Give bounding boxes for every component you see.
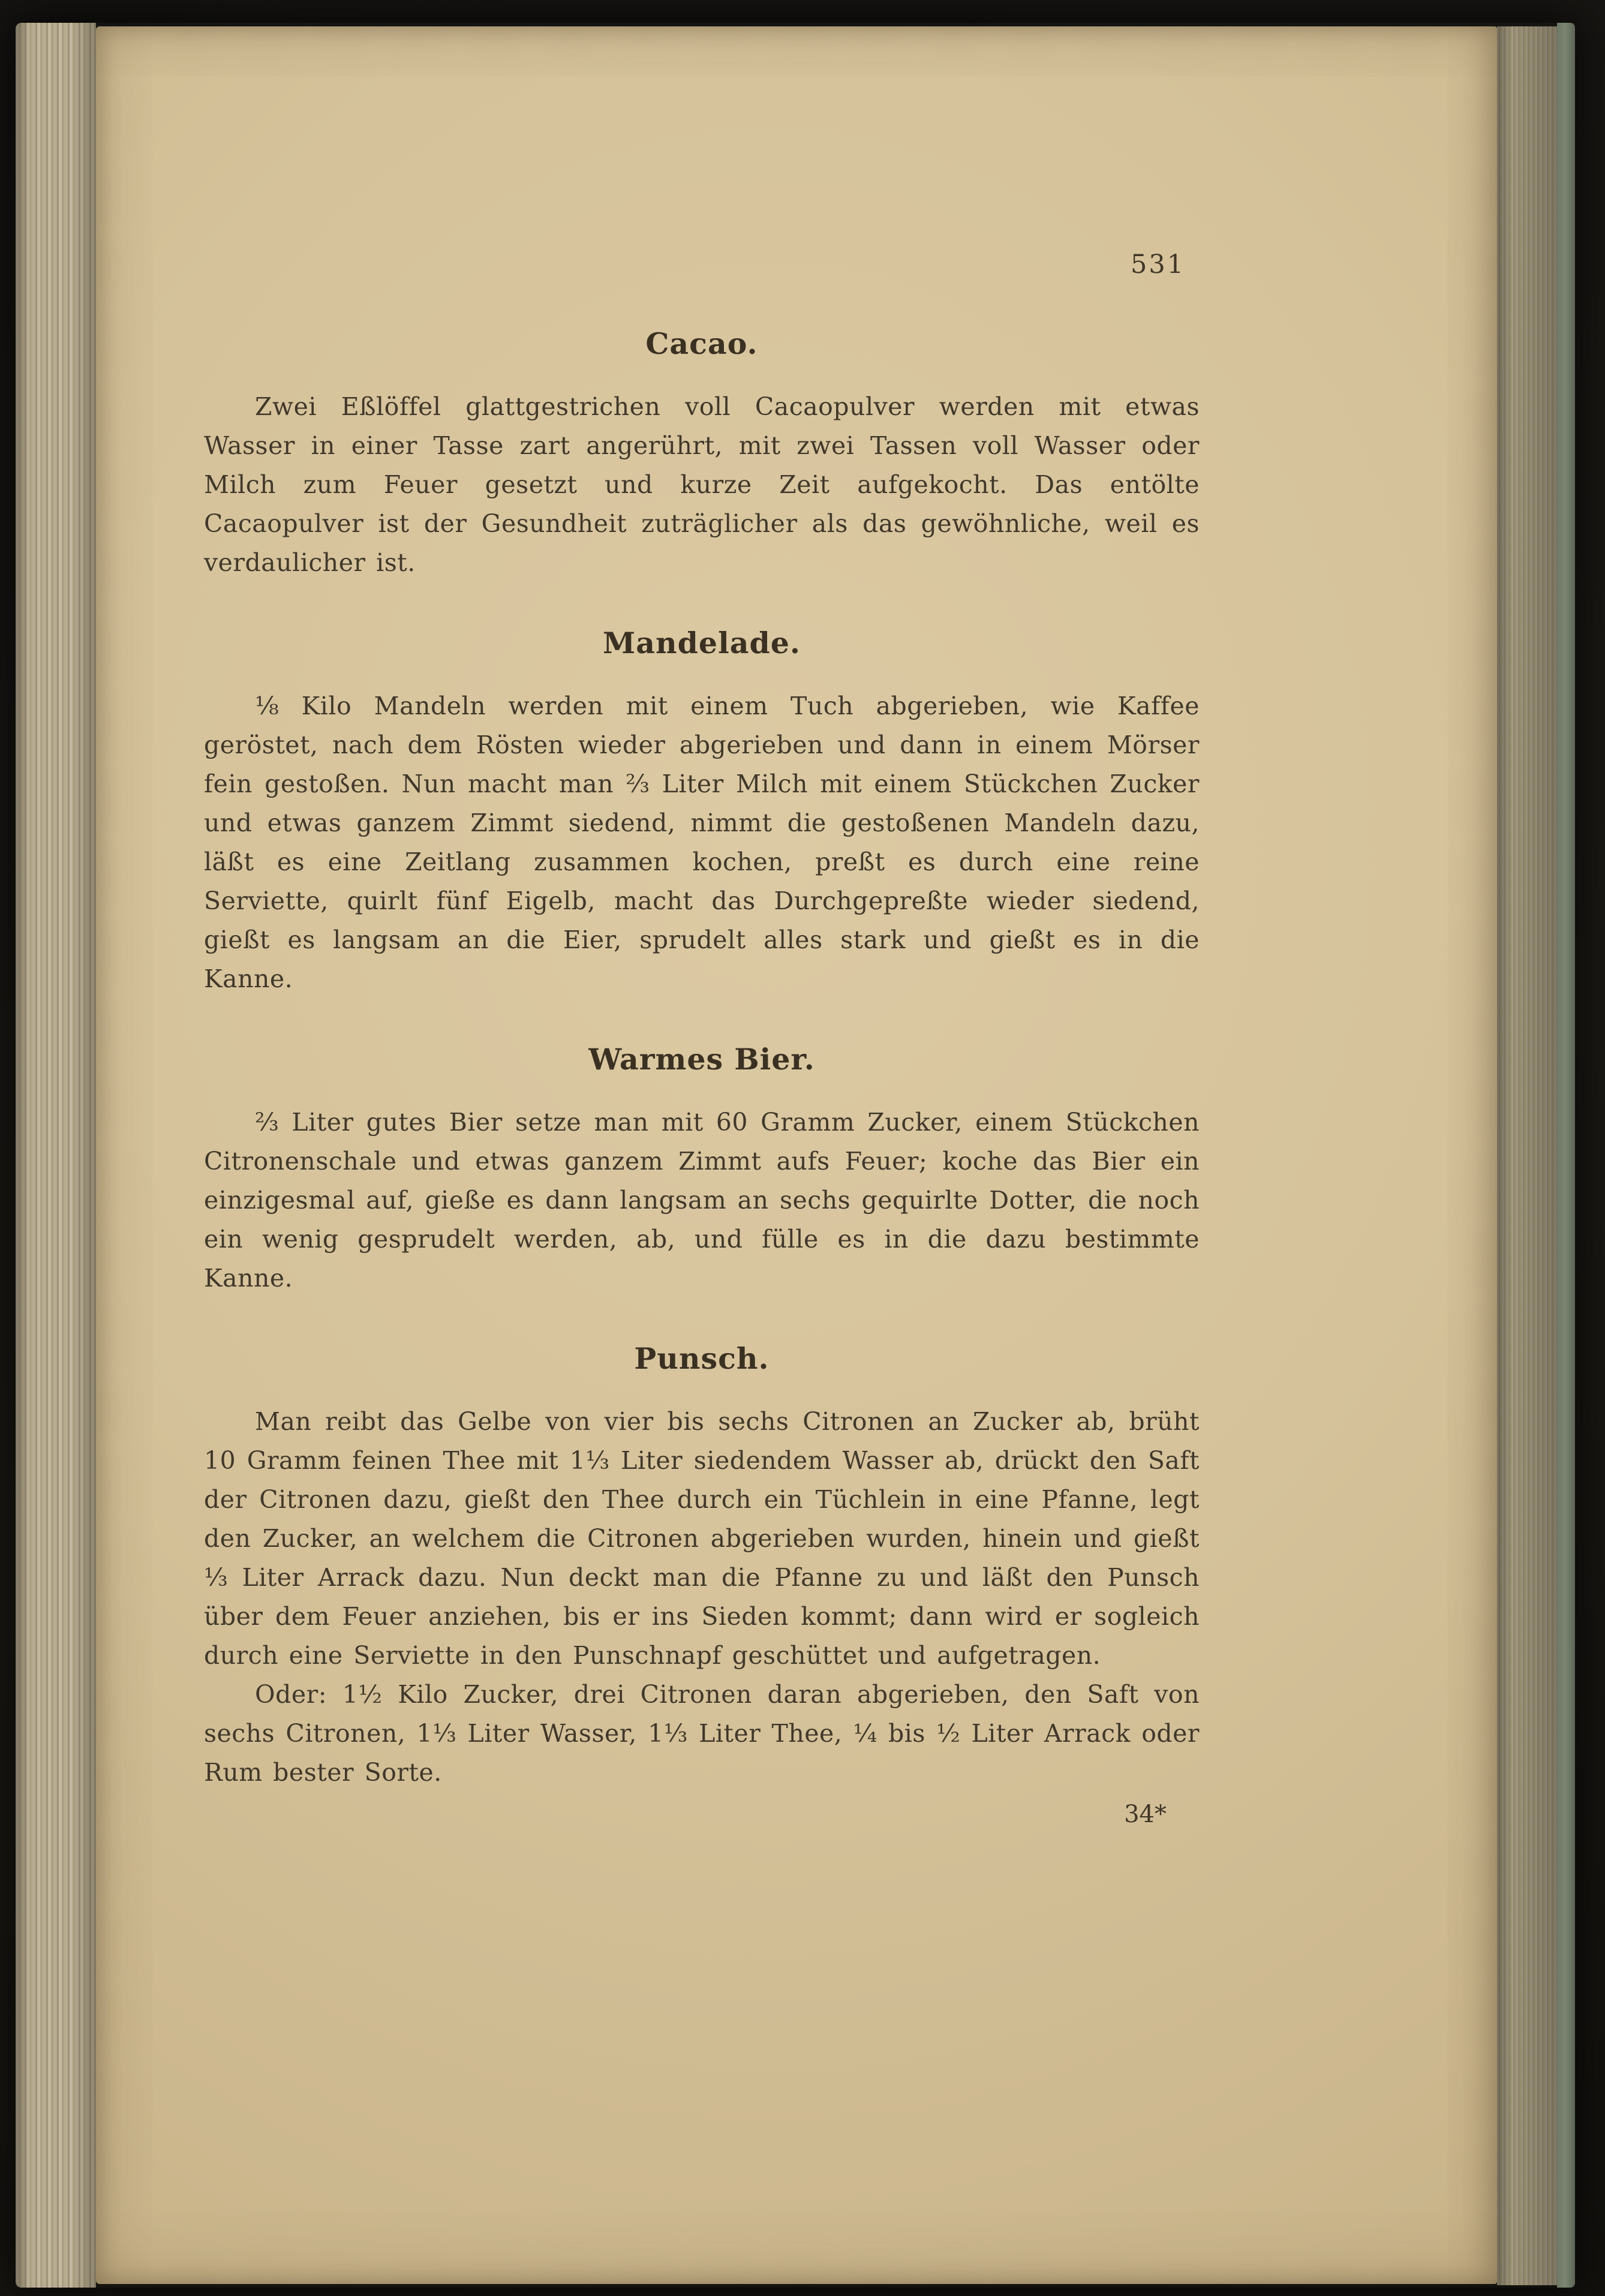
page-edges-left (16, 23, 96, 2288)
recipe-paragraph: Oder: 1½ Kilo Zucker, drei Citronen daran abgerieben, den Saft von sechs Citronen, 1⅓ Liter Wasser, 1⅓ Liter Thee, ¼ bis ½ Liter Arrack oder Rum bester Sorte. (204, 1680, 1200, 1787)
book-page (96, 26, 1497, 2284)
recipe-title-mandelade: Mandelade. (603, 626, 801, 660)
recipe-title-punsch: Punsch. (634, 1341, 770, 1376)
page-edges-right (1497, 26, 1557, 2285)
recipe-title-warmes-bier: Warmes Bier. (588, 1042, 815, 1077)
book-cover-edge (1557, 23, 1575, 2288)
recipe-title-cacao: Cacao. (645, 326, 758, 361)
signature-mark: 34* (1124, 1801, 1167, 1828)
page-content (204, 26, 1200, 1828)
recipe-paragraph: Man reibt das Gelbe von vier bis sechs Citronen an Zucker ab, brüht 10 Gramm feinen Thee mit 1⅓ Liter siedendem Wasser ab, drückt den Saft der Citronen dazu, gießt den Thee durch ein Tüchlein in eine Pfanne, legt den Zucker, an welchem die Citronen abgerieben wurden, hinein und gießt ⅓ Liter Arrack dazu. Nun deckt man die Pfanne zu und läßt den Punsch über dem Feuer anziehen, bis er ins Sieden kommt; dann wird er sogleich durch eine Serviette in den Punschnapf geschüttet und aufgetragen. (204, 1407, 1200, 1670)
recipe-section-cacao (204, 326, 1200, 582)
recipe-section-mandelade (204, 626, 1200, 999)
book (16, 23, 1575, 2288)
recipe-paragraph: ⅔ Liter gutes Bier setze man mit 60 Gramm Zucker, einem Stückchen Citronenschale und etwas ganzem Zimmt aufs Feuer; koche das Bier ein einzigesmal auf, gieße es dann langsam an sechs gequirlte Dotter, die noch ein wenig gesprudelt werden, ab, und fülle es in die dazu bestimmte Kanne. (204, 1108, 1200, 1293)
recipe-section-warmes-bier (204, 1042, 1200, 1298)
recipe-paragraph: Zwei Eßlöffel glattgestrichen voll Cacaopulver werden mit etwas Wasser in einer Tasse zart angerührt, mit zwei Tassen voll Wasser oder Milch zum Feuer gesetzt und kurze Zeit aufgekocht. Das entölte Cacaopulver ist der Gesundheit zuträglicher als das gewöhnliche, weil es verdaulicher ist. (204, 392, 1200, 577)
recipe-paragraph: ⅛ Kilo Mandeln werden mit einem Tuch abgerieben, wie Kaffee geröstet, nach dem Rösten wieder abgerieben und dann in einem Mörser fein gestoßen. Nun macht man ⅔ Liter Milch mit einem Stückchen Zucker und etwas ganzem Zimmt siedend, nimmt die gestoßenen Mandeln dazu, läßt es eine Zeitlang zusammen kochen, preßt es durch eine reine Serviette, quirlt fünf Eigelb, macht das Durchgepreßte wieder siedend, gießt es langsam an die Eier, sprudelt alles stark und gießt es in die Kanne. (204, 692, 1200, 993)
page-number: 531 (1131, 250, 1186, 280)
recipe-section-punsch (204, 1341, 1200, 1792)
